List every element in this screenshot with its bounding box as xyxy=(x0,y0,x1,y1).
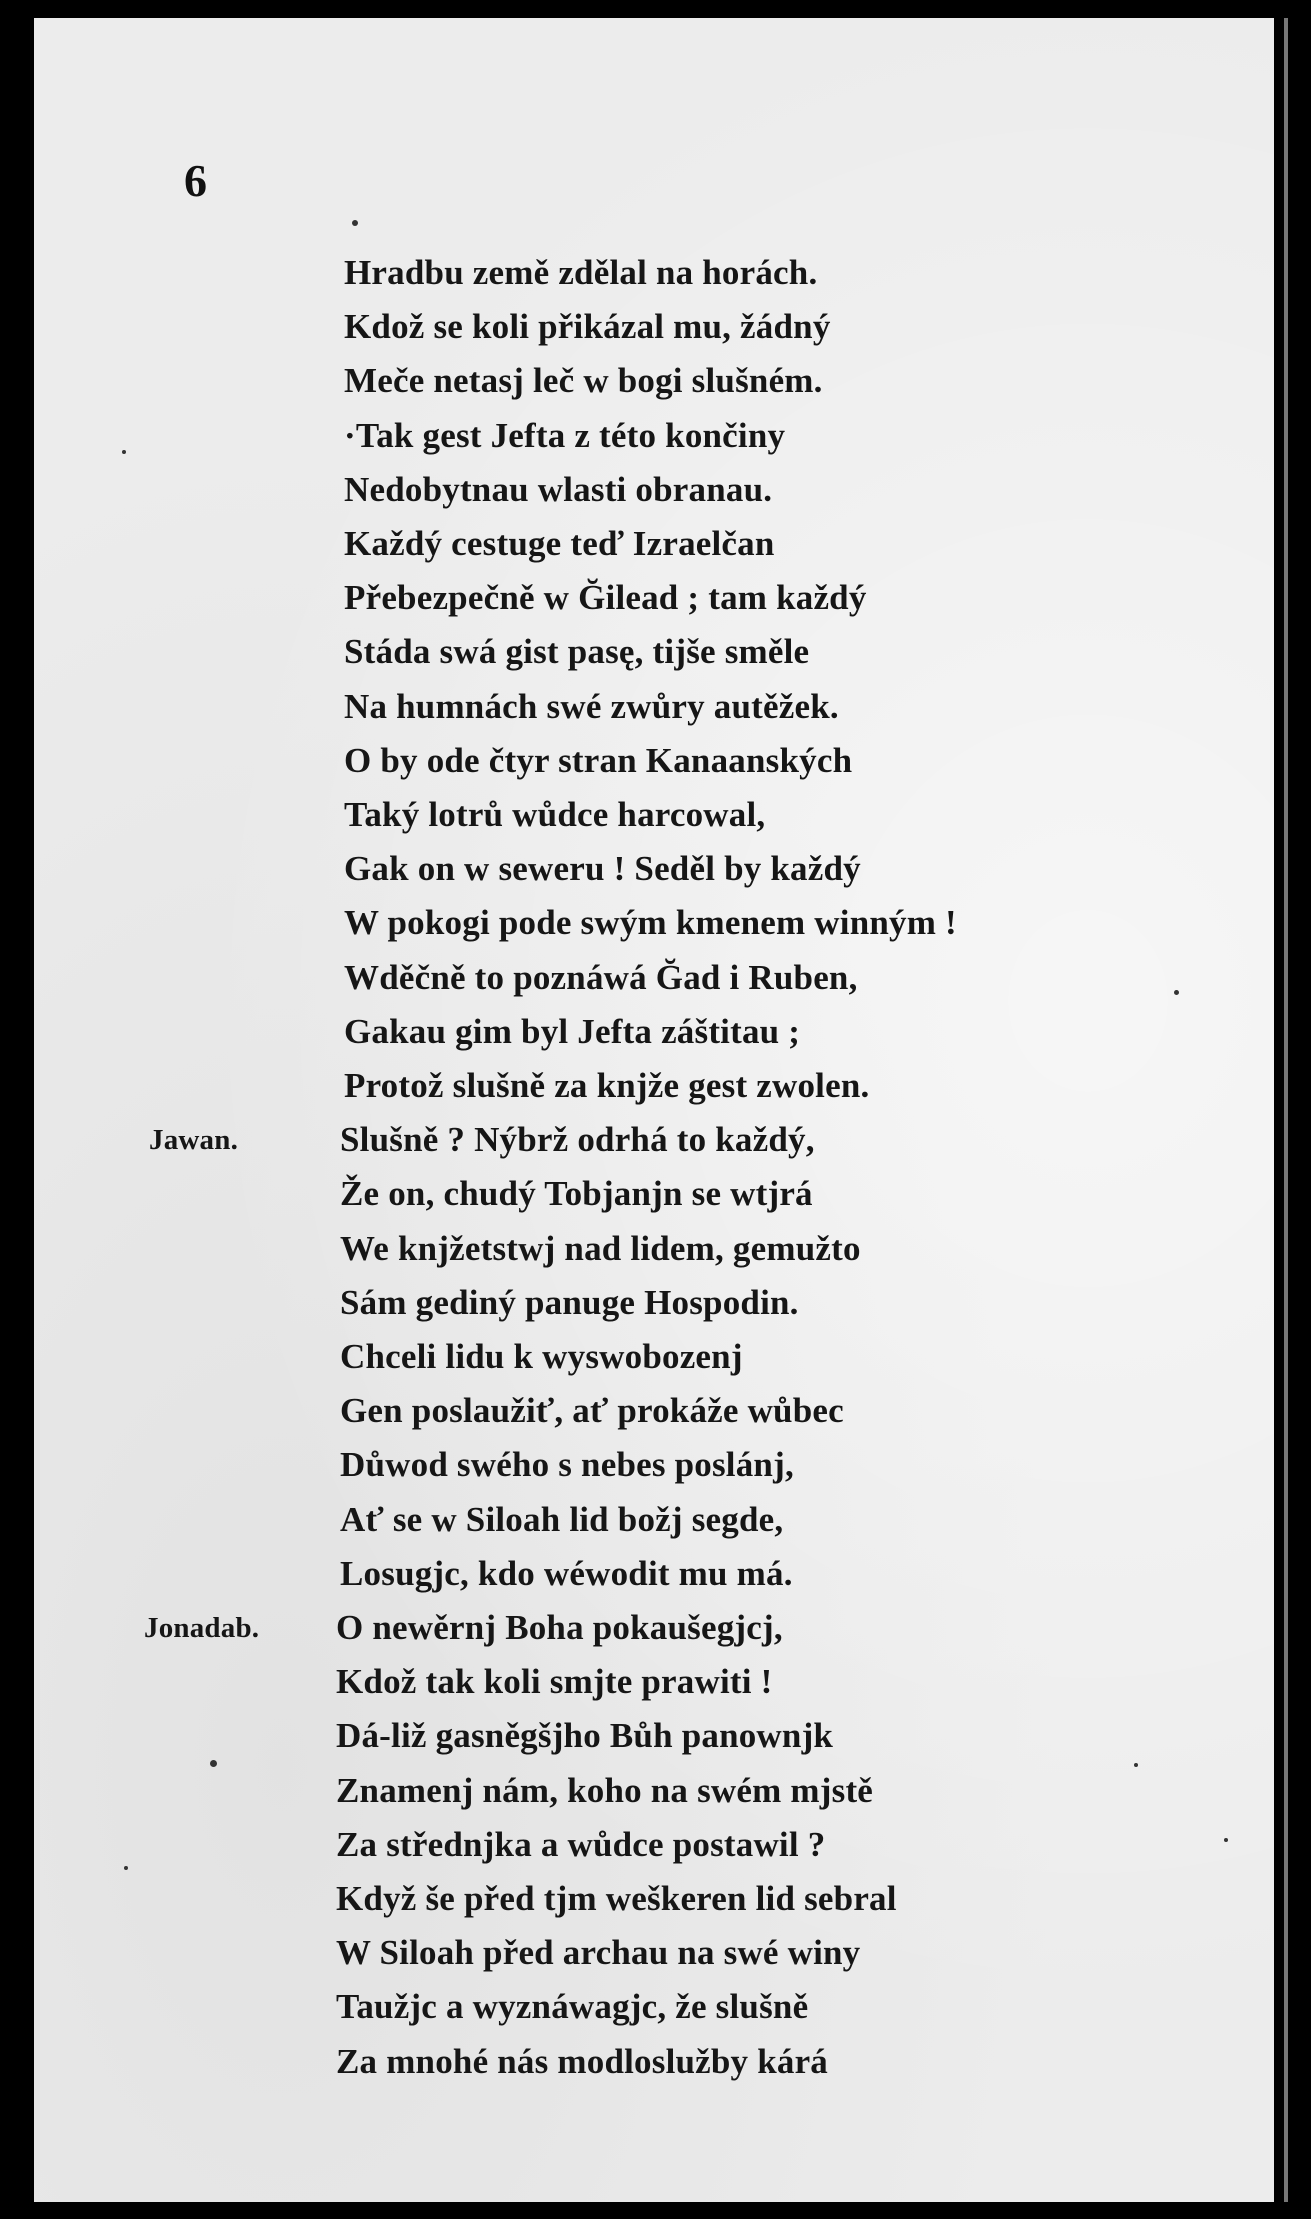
verse-line xyxy=(34,1438,1234,1492)
print-speck xyxy=(122,450,126,454)
verse-line xyxy=(34,1167,1234,1221)
verse-line xyxy=(34,1493,1234,1547)
verse-text: Za mnohé nás modloslužby kárá xyxy=(336,2041,829,2081)
verse-text: Chceli lidu k wyswobozenj xyxy=(340,1337,743,1376)
verse-text: Taužjc a wyznáwagjc, že slušně xyxy=(336,1987,809,2027)
verse-line xyxy=(34,1547,1234,1601)
verse-line xyxy=(34,1005,1234,1059)
verse-line xyxy=(34,354,1234,408)
verse-line xyxy=(34,680,1234,734)
verse-text: Gen poslaužiť, ať prokáže wůbec xyxy=(340,1391,844,1431)
page-number: 6 xyxy=(184,155,207,206)
verse-text: Že on, chudý Tobjanjn se wtjrá xyxy=(340,1174,813,1214)
print-speck xyxy=(210,1760,217,1767)
verse-text: ·Tak gest Jefta z této končiny xyxy=(344,415,786,455)
verse-text: Wděčně to poznáwá Ğad i Ruben, xyxy=(344,957,858,997)
verse-line xyxy=(34,625,1234,679)
verse-text: W pokogi pode swým kmenem winným ! xyxy=(344,903,957,943)
speaker-name: Jawan. xyxy=(149,1124,239,1157)
verse-line xyxy=(34,1872,1234,1926)
verse-line xyxy=(34,788,1234,842)
verse-text: Za střednjka a wůdce postawil ? xyxy=(336,1824,826,1864)
verse-line xyxy=(34,896,1234,950)
verse-text: Meče netasj leč w bogi slušném. xyxy=(344,361,823,401)
verse-line xyxy=(34,1709,1234,1763)
verse-line xyxy=(34,1655,1234,1709)
verse-text: Každý cestuge teď Izraelčan xyxy=(344,524,775,563)
verse-line xyxy=(34,2035,1234,2089)
verse-text: W Siloah před archau na swé winy xyxy=(336,1933,861,1973)
verse-text: Na humnách swé zwůry autěžek. xyxy=(344,686,839,726)
print-speck xyxy=(352,220,358,226)
verse-text: Přebezpečně w Ğilead ; tam každý xyxy=(344,578,867,618)
page-edge-rule xyxy=(1284,18,1288,2202)
verse-text: Ať se w Siloah lid božj segde, xyxy=(340,1499,784,1539)
verse-text: Dá-liž gasněgšjho Bůh panownjk xyxy=(336,1716,834,1756)
verse-line xyxy=(34,1384,1234,1438)
verse-line xyxy=(34,246,1234,300)
book-page xyxy=(34,18,1274,2202)
verse-line xyxy=(34,951,1234,1005)
verse-line xyxy=(34,1764,1234,1818)
verse-line xyxy=(34,1980,1234,2034)
verse-line xyxy=(34,1926,1234,1980)
verse-text: Znamenj nám, koho na swém mjstě xyxy=(336,1770,874,1810)
verse-text: O newěrnj Boha pokaušegjcj, xyxy=(336,1608,783,1647)
verse-line xyxy=(34,842,1234,896)
verse-text: Hradbu země zdělal na horách. xyxy=(344,253,818,292)
verse-text: Losugjc, kdo wéwodit mu má. xyxy=(340,1553,793,1593)
verse-text: Protož slušně za knjže gest zwolen. xyxy=(344,1066,870,1105)
print-speck xyxy=(1134,1763,1138,1767)
verse-line xyxy=(34,517,1234,571)
verse-line xyxy=(34,734,1234,788)
verse-text: Kdož tak koli smjte prawiti ! xyxy=(336,1662,773,1702)
verse-line xyxy=(34,1059,1234,1113)
print-speck xyxy=(124,1866,128,1870)
verse-line xyxy=(34,409,1234,463)
verse-text: Slušně ? Nýbrž odrhá to každý, xyxy=(340,1120,815,1160)
verse-line xyxy=(34,571,1234,625)
verse-text: O by ode čtyr stran Kanaanských xyxy=(344,740,853,780)
verse-line xyxy=(34,463,1234,517)
verse-text: We knjžetstwj nad lidem, gemužto xyxy=(340,1228,861,1268)
verse-text: Gak on w seweru ! Seděl by každý xyxy=(344,849,861,889)
verse-text: Důwod swého s nebes poslánj, xyxy=(340,1445,794,1485)
print-speck xyxy=(1174,990,1179,995)
verse-line xyxy=(34,1222,1234,1276)
verse-line xyxy=(34,300,1234,354)
verse-text: Taký lotrů wůdce harcowal, xyxy=(344,795,766,834)
verse-text: Nedobytnau wlasti obranau. xyxy=(344,469,773,509)
verse-line xyxy=(34,1113,1234,1167)
verse-text: Kdož se koli přikázal mu, žádný xyxy=(344,307,831,347)
verse-text: Když še před tjm weškeren lid sebral xyxy=(336,1879,897,1918)
verse-text: Gakau gim byl Jefta záštitau ; xyxy=(344,1011,801,1051)
verse-line xyxy=(34,1818,1234,1872)
verse-text: Stáda swá gist pasę, tijše směle xyxy=(344,632,810,672)
verse-line xyxy=(34,1330,1234,1384)
print-speck xyxy=(1224,1838,1228,1842)
verse-line xyxy=(34,1601,1234,1655)
speaker-name: Jonadab. xyxy=(144,1612,260,1644)
verse-text: Sám gediný panuge Hospodin. xyxy=(340,1282,799,1322)
verse-line xyxy=(34,1276,1234,1330)
